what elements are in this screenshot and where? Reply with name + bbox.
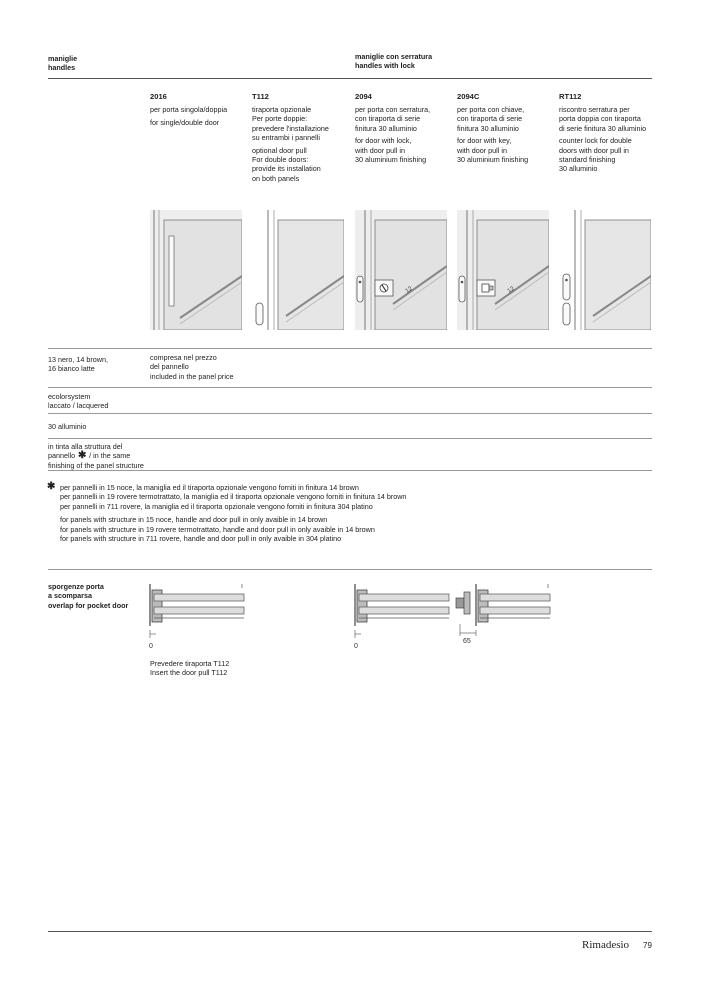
overlap-dim-65: 65	[463, 638, 471, 645]
finish-rule-2	[48, 387, 652, 388]
overlap-note: Prevedere tiraporta T112 Insert the door pull T112	[150, 659, 230, 678]
illustration-2094	[355, 210, 447, 330]
section-title-handles: maniglie handles	[48, 54, 78, 73]
finish-note-included: compresa nel prezzo del pannello included in the panel price	[150, 353, 234, 381]
brand-logo: Rimadesio	[582, 939, 630, 951]
overlap-diagram-2094c	[454, 580, 554, 652]
finish-label-structure: in tinta alla struttura del pannello ✱ / in the same finishing of the panel structure	[48, 442, 144, 470]
finish-label-ecolorsystem: ecolorsystem laccato / lacquered	[48, 392, 109, 411]
product-2094: 2094 per porta con serratura, con tiraporta di serie finitura 30 alluminio for door with lock, with door pull in 30 aluminium finishing	[355, 92, 431, 165]
footnote-asterisk-icon: ✱	[47, 481, 56, 492]
dim-label-2094: 12	[404, 285, 414, 295]
illustration-2016	[150, 210, 242, 330]
finish-label-aluminium: 30 alluminio	[48, 422, 87, 431]
illustration-rt112	[559, 210, 651, 330]
product-2016: 2016 per porta singola/doppia for single/double door	[150, 92, 228, 128]
dim-label-2094c: 12	[506, 285, 516, 295]
overlap-rule	[48, 569, 652, 570]
overlap-dim-0-b: 0	[354, 643, 358, 650]
header-rule	[48, 78, 652, 79]
overlap-diagram-2016	[146, 580, 246, 652]
footer-rule	[48, 931, 652, 932]
asterisk-icon: ✱	[75, 450, 90, 462]
finish-rule-5	[48, 470, 652, 471]
finish-label-black-brown-white: 13 nero, 14 brown, 16 bianco latte	[48, 355, 108, 374]
illustration-t112	[252, 210, 344, 330]
section-title-handles-with-lock: maniglie con serratura handles with lock	[355, 52, 433, 71]
overlap-dim-0-a: 0	[149, 643, 153, 650]
finish-rule-3	[48, 413, 652, 414]
footnote: per pannelli in 15 noce, la maniglia ed il tiraporta opzionale vengono forniti in finitura 14 brown per pannelli in 19 rovere termotrattato, la maniglia ed il tiraporta opzionale vengono forniti in finitura 14 brown per pannelli in 711 rovere, la maniglia ed il tiraporta opzionale vengono forniti in finitura 304 platino for panels with structure in 15 noce, handle and door pull in only avaible in 14 brown for panels with structure in 19 rovere termotrattato, handle and door pull in only avaible in 14 brown for panels with structure in 711 rovere, handle and door pull in only avaible in 304 platino	[60, 483, 407, 544]
overlap-diagram-2094	[351, 580, 451, 652]
product-2094c: 2094C per porta con chiave, con tiraporta di serie finitura 30 alluminio for door with key, with door pull in 30 aluminium finishing	[457, 92, 529, 165]
product-t112: T112 tiraporta opzionale Per porte doppie: prevedere l'installazione su entrambi i pannelli optional door pull For double doors: provide its installation on both panels	[252, 92, 329, 183]
illustration-2094c	[457, 210, 549, 330]
product-rt112: RT112 riscontro serratura per porta doppia con tiraporta di serie finitura 30 alluminio counter lock for double doors with door pull in standard finishing 30 alluminio	[559, 92, 647, 174]
overlap-title: sporgenze porta a scomparsa overlap for pocket door	[48, 582, 129, 610]
page-number: 79	[643, 941, 652, 950]
finish-rule-4	[48, 438, 652, 439]
finish-rule-1	[48, 348, 652, 349]
